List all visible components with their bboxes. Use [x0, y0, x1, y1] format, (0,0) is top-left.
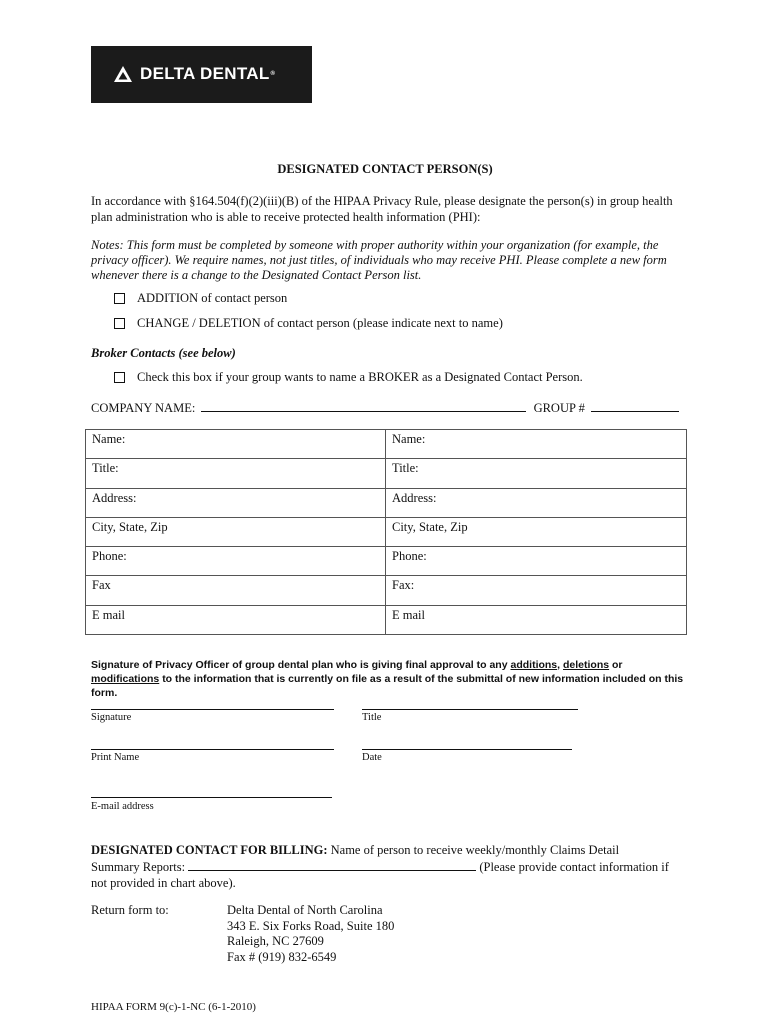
- billing-contact-field[interactable]: [188, 858, 476, 871]
- intro-paragraph: In accordance with §164.504(f)(2)(iii)(B) of the HIPAA Privacy Rule, please designate the person(s) in group health plan administration who is able to receive protected health information (PHI):: [91, 194, 673, 224]
- billing-text-1: Name of person to receive weekly/monthly Claims Detail: [330, 843, 620, 857]
- title-label: Title: [362, 712, 382, 723]
- comma: ,: [557, 659, 561, 671]
- form-id-footer: HIPAA FORM 9(c)-1-NC (6-1-2010): [91, 1001, 256, 1013]
- contact-cell-left[interactable]: Fax: [86, 576, 386, 605]
- contact-cell-left[interactable]: City, State, Zip: [86, 517, 386, 546]
- signature-note: [91, 658, 691, 700]
- notes-paragraph: Notes: This form must be completed by someone with proper authority within your organization (for example, the privacy officer). We require names, not just titles, of individuals who may receive PHI. Please complete a new form whenever there is a change to the Designated Contact Person list.: [91, 238, 667, 282]
- email-line[interactable]: [91, 797, 332, 798]
- signature-line[interactable]: [91, 709, 334, 710]
- return-label: Return form to:: [91, 903, 169, 917]
- contact-table-row: [86, 605, 687, 634]
- broker-option[interactable]: [114, 370, 583, 385]
- signature-note-text: Signature of Privacy Officer of group dental plan who is giving final approval to any: [91, 659, 508, 671]
- return-address-line: Raleigh, NC 27609: [227, 934, 324, 948]
- contact-cell-right[interactable]: Title:: [386, 459, 687, 488]
- change-deletion-label: CHANGE / DELETION of contact person (please indicate next to name): [137, 316, 503, 330]
- return-address-line: Fax # (919) 832-6549: [227, 949, 337, 964]
- return-address: [227, 903, 394, 965]
- contact-cell-left[interactable]: Address:: [86, 488, 386, 517]
- company-name-label: COMPANY NAME:: [91, 401, 196, 415]
- form-title: DESIGNATED CONTACT PERSON(S): [277, 162, 493, 176]
- broker-label: Check this box if your group wants to name a BROKER as a Designated Contact Person.: [137, 370, 583, 384]
- additions-word: additions: [510, 659, 558, 671]
- delta-triangle-icon: [113, 65, 133, 83]
- delta-dental-logo: [91, 46, 312, 103]
- logo-text: DELTA DENTAL: [140, 64, 270, 83]
- contact-cell-left[interactable]: Name:: [86, 430, 386, 459]
- signature-note-text-2: to the information that is currently on file as a result of the submittal of new information included on this form.: [91, 673, 684, 699]
- group-number-field[interactable]: [591, 399, 679, 412]
- contact-table-row: [86, 517, 687, 546]
- return-address-line: Delta Dental of North Carolina: [227, 903, 383, 917]
- billing-section: [91, 842, 691, 891]
- print-name-line[interactable]: [91, 749, 334, 750]
- email-label: E-mail address: [91, 801, 154, 812]
- contact-cell-left[interactable]: Title:: [86, 459, 386, 488]
- contact-cell-left[interactable]: E mail: [86, 605, 386, 634]
- contact-cell-right[interactable]: Fax:: [386, 576, 687, 605]
- billing-line-1: [91, 842, 691, 858]
- date-label: Date: [362, 752, 382, 763]
- change-deletion-checkbox[interactable]: [114, 318, 125, 329]
- addition-checkbox[interactable]: [114, 293, 125, 304]
- deletions-word: deletions: [563, 659, 610, 671]
- group-number-label: GROUP #: [533, 401, 585, 415]
- date-line[interactable]: [362, 749, 572, 750]
- addition-option[interactable]: [114, 291, 287, 306]
- contact-table-row: [86, 488, 687, 517]
- billing-text-3: not provided in chart above).: [91, 876, 236, 890]
- contact-table-row: [86, 459, 687, 488]
- contact-table: [85, 429, 687, 635]
- contact-cell-right[interactable]: Name:: [386, 430, 687, 459]
- broker-checkbox[interactable]: [114, 372, 125, 383]
- billing-text-2: (Please provide contact information if: [479, 860, 669, 874]
- change-deletion-option[interactable]: [114, 316, 503, 331]
- company-group-row: [91, 399, 679, 416]
- contact-cell-right[interactable]: Address:: [386, 488, 687, 517]
- broker-heading: Broker Contacts (see below): [91, 346, 236, 360]
- contact-cell-left[interactable]: Phone:: [86, 547, 386, 576]
- contact-table-row: [86, 430, 687, 459]
- billing-summary-label: Summary Reports:: [91, 860, 186, 874]
- contact-cell-right[interactable]: E mail: [386, 605, 687, 634]
- return-address-line: 343 E. Six Forks Road, Suite 180: [227, 918, 395, 933]
- contact-table-row: [86, 547, 687, 576]
- signature-label: Signature: [91, 712, 132, 723]
- registered-mark: ®: [270, 71, 276, 77]
- print-name-label: Print Name: [91, 752, 140, 763]
- title-line[interactable]: [362, 709, 578, 710]
- contact-table-row: [86, 576, 687, 605]
- addition-label: ADDITION of contact person: [137, 291, 288, 305]
- billing-heading: DESIGNATED CONTACT FOR BILLING:: [91, 843, 328, 857]
- contact-cell-right[interactable]: City, State, Zip: [386, 517, 687, 546]
- billing-line-2: [91, 858, 691, 875]
- company-name-field[interactable]: [201, 399, 526, 412]
- modifications-word: modifications: [91, 673, 160, 685]
- contact-cell-right[interactable]: Phone:: [386, 547, 687, 576]
- or-word: or: [612, 659, 623, 671]
